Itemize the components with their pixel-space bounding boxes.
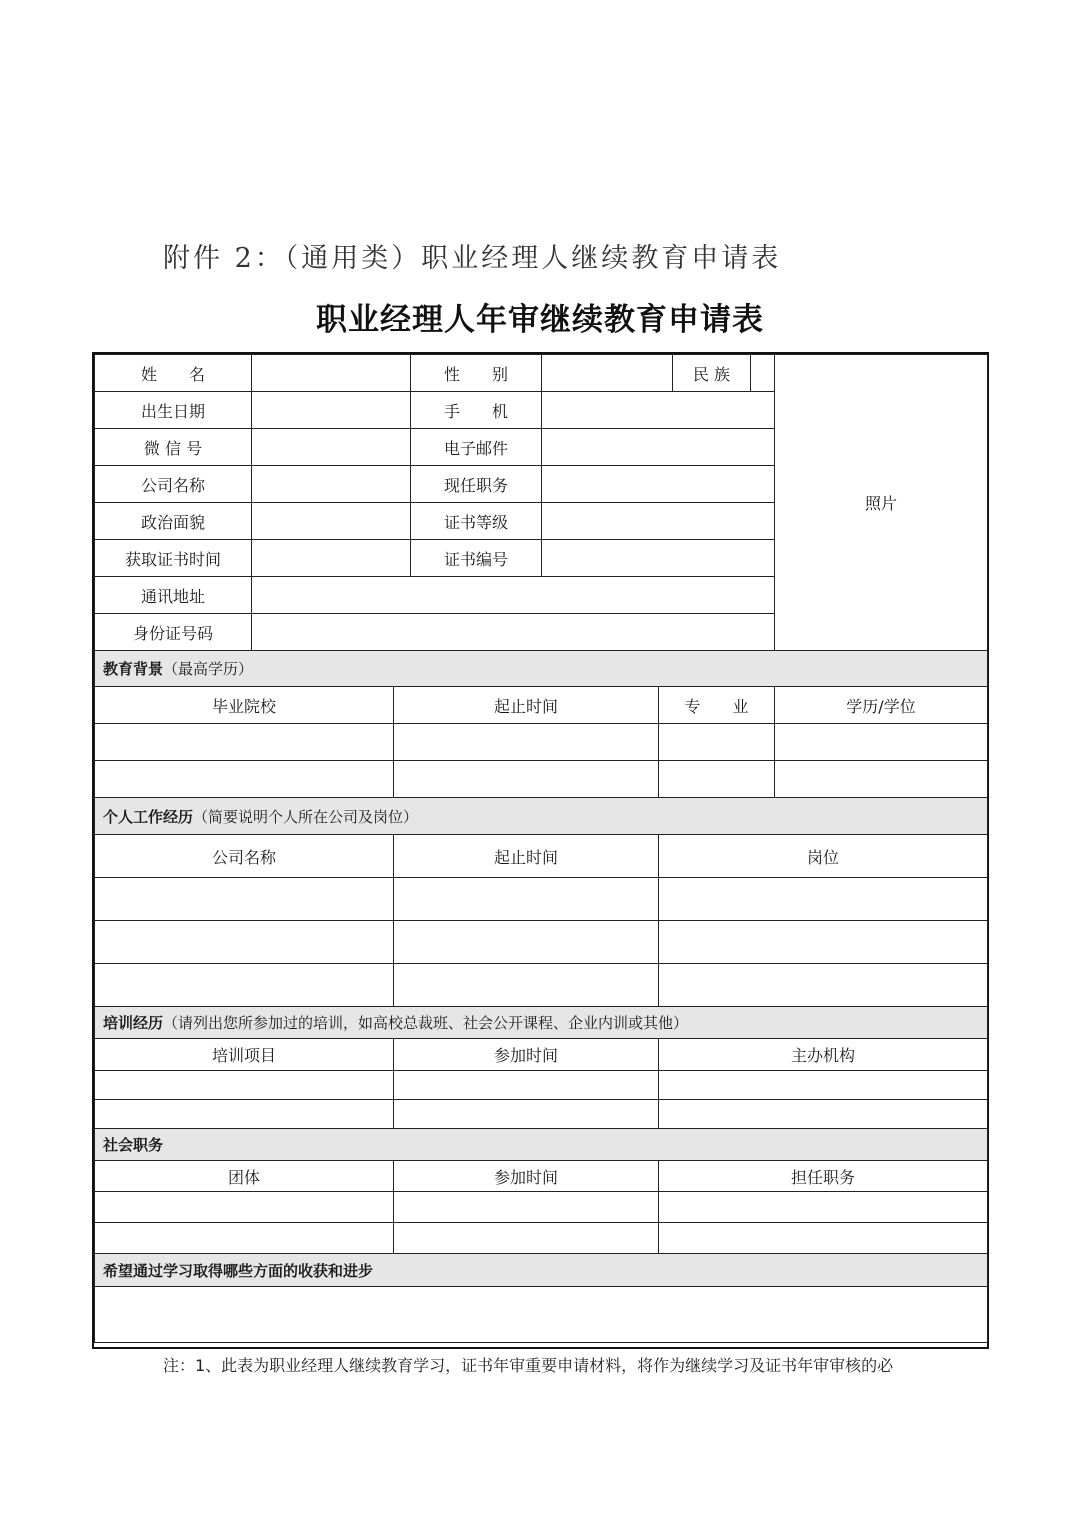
social-cell[interactable] [394,1192,659,1223]
section-training [95,1007,988,1039]
label-wechat: 微 信 号 [95,429,252,466]
edu-cell[interactable] [775,724,988,761]
work-cell[interactable] [659,878,988,921]
edu-col-major: 专 业 [659,687,775,724]
work-cell[interactable] [95,921,394,964]
label-birth: 出生日期 [95,392,252,429]
label-position: 现任职务 [411,466,542,503]
section-social-title: 社会职务 [103,1136,164,1154]
edu-cell[interactable] [394,761,659,798]
section-work-title: 个人工作经历 [103,807,194,826]
social-col-duty: 担任职务 [659,1161,988,1192]
field-gender[interactable] [542,355,673,392]
form-table [94,354,988,1343]
photo-label: 照片 [865,494,898,513]
work-cell[interactable] [394,964,659,1007]
field-cert-no[interactable] [542,540,775,577]
field-ethnicity[interactable] [751,355,775,392]
field-company[interactable] [252,466,411,503]
social-col-group: 团体 [95,1161,394,1192]
field-cert-level[interactable] [542,503,775,540]
train-cell[interactable] [95,1100,394,1129]
field-political[interactable] [252,503,411,540]
work-cell[interactable] [394,921,659,964]
footnote: 注：1、此表为职业经理人继续教育学习，证书年审重要申请材料，将作为继续学习及证书年审审核的必 [163,1356,894,1375]
train-col-time: 参加时间 [394,1039,659,1071]
train-cell[interactable] [659,1100,988,1129]
photo-box[interactable] [775,355,988,651]
train-col-program: 培训项目 [95,1039,394,1071]
section-hope-title: 希望通过学习取得哪些方面的收获和进步 [103,1261,374,1280]
work-cell[interactable] [659,921,988,964]
label-mobile: 手 机 [411,392,542,429]
social-cell[interactable] [95,1223,394,1254]
application-form [92,352,989,1349]
work-col-post: 岗位 [659,835,988,878]
label-cert-no: 证书编号 [411,540,542,577]
work-cell[interactable] [394,878,659,921]
field-wechat[interactable] [252,429,411,466]
work-col-period: 起止时间 [394,835,659,878]
form-title: 职业经理人年审继续教育申请表 [316,302,764,338]
label-company: 公司名称 [95,466,252,503]
label-cert-level: 证书等级 [411,503,542,540]
social-cell[interactable] [659,1192,988,1223]
field-cert-time[interactable] [252,540,411,577]
train-cell[interactable] [659,1071,988,1100]
label-ethnicity: 民 族 [673,355,751,392]
field-name[interactable] [252,355,411,392]
field-position[interactable] [542,466,775,503]
field-email[interactable] [542,429,775,466]
section-social [95,1129,988,1161]
field-id-no[interactable] [252,614,775,651]
section-education-note: （最高学历） [163,660,254,678]
section-hope [95,1254,988,1287]
train-cell[interactable] [95,1071,394,1100]
work-cell[interactable] [95,878,394,921]
social-cell[interactable] [95,1192,394,1223]
edu-cell[interactable] [659,761,775,798]
label-id-no: 身份证号码 [95,614,252,651]
edu-col-school: 毕业院校 [95,687,394,724]
train-col-organizer: 主办机构 [659,1039,988,1071]
section-work-note: （简要说明个人所在公司及岗位） [193,807,419,826]
label-gender: 性 别 [411,355,542,392]
label-cert-time: 获取证书时间 [95,540,252,577]
section-training-title: 培训经历 [103,1014,164,1032]
hope-field[interactable] [95,1287,988,1343]
attachment-heading: 附件 2：（通用类）职业经理人继续教育申请表 [163,243,782,274]
social-col-time: 参加时间 [394,1161,659,1192]
edu-cell[interactable] [95,761,394,798]
edu-cell[interactable] [659,724,775,761]
label-address: 通讯地址 [95,577,252,614]
train-cell[interactable] [394,1100,659,1129]
section-training-note: （请列出您所参加过的培训，如高校总裁班、社会公开课程、企业内训或其他） [163,1014,689,1032]
edu-col-period: 起止时间 [394,687,659,724]
edu-cell[interactable] [95,724,394,761]
field-birth[interactable] [252,392,411,429]
work-cell[interactable] [659,964,988,1007]
field-mobile[interactable] [542,392,775,429]
social-cell[interactable] [659,1223,988,1254]
work-cell[interactable] [95,964,394,1007]
label-email: 电子邮件 [411,429,542,466]
edu-cell[interactable] [394,724,659,761]
social-cell[interactable] [394,1223,659,1254]
train-cell[interactable] [394,1071,659,1100]
edu-cell[interactable] [775,761,988,798]
section-education [95,651,988,687]
section-education-title: 教育背景 [103,660,164,678]
section-work [95,798,988,835]
field-address[interactable] [252,577,775,614]
label-name: 姓 名 [95,355,252,392]
work-col-company: 公司名称 [95,835,394,878]
label-political: 政治面貌 [95,503,252,540]
edu-col-degree: 学历/学位 [775,687,988,724]
